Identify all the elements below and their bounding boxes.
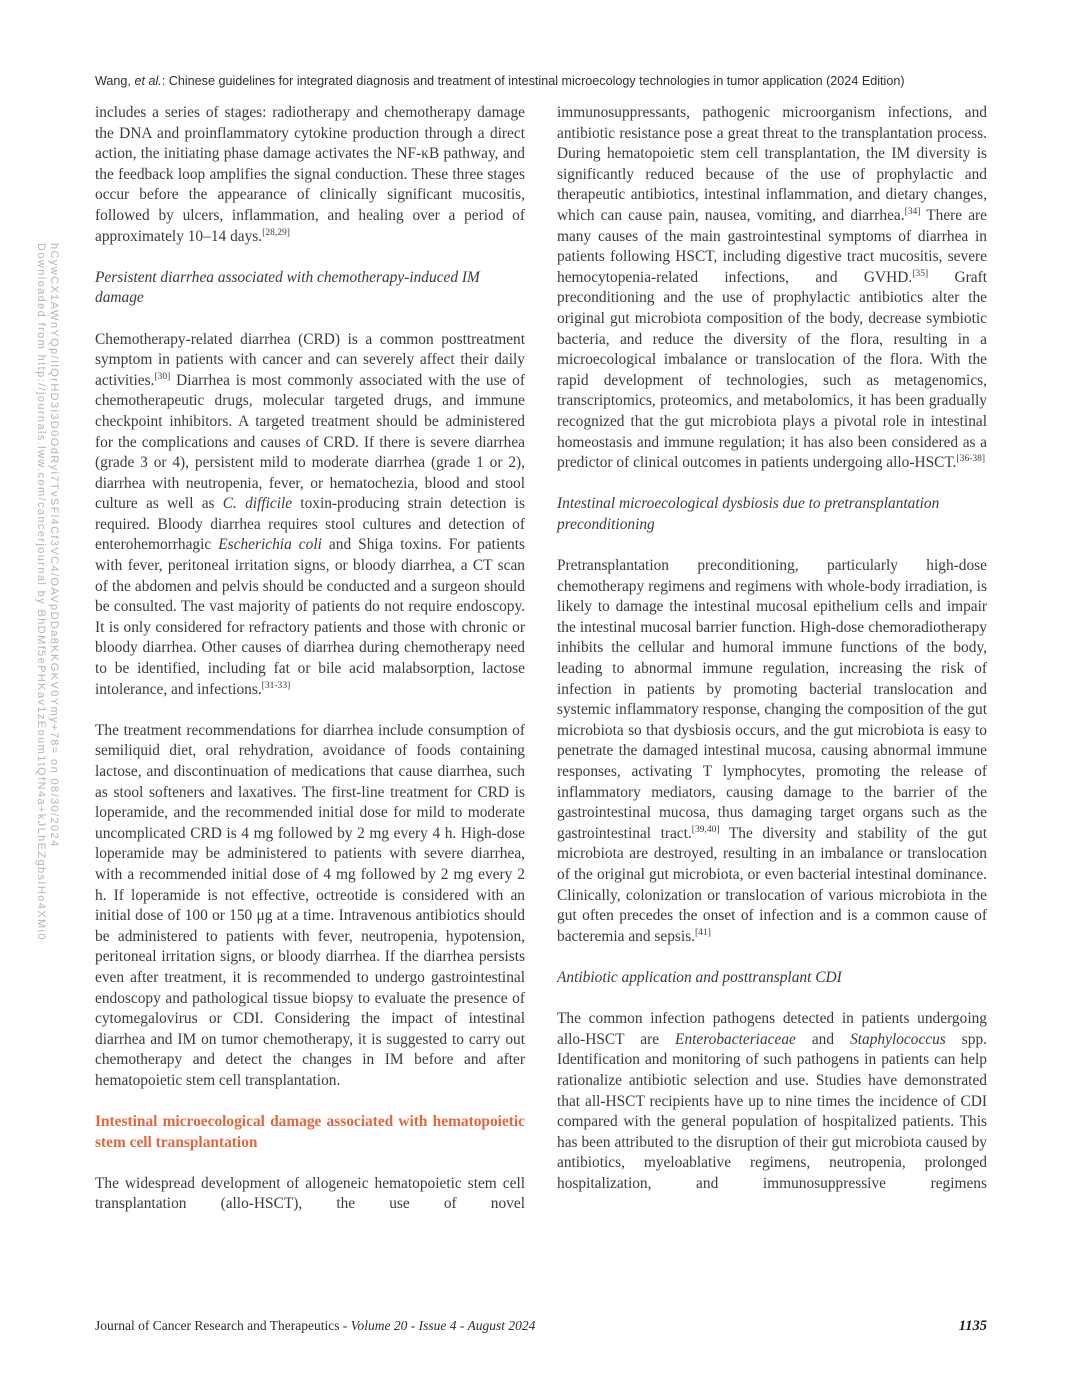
section-heading: Intestinal microecological damage associated with hematopoietic stem cell transplantation bbox=[95, 1113, 525, 1151]
page-footer bbox=[95, 1318, 987, 1335]
right-column bbox=[557, 103, 987, 1215]
section-subheading: Persistent diarrhea associated with chemotherapy-induced IM damage bbox=[95, 268, 480, 307]
paragraph: immunosuppressants, pathogenic microorganism infections, and antibiotic resistance pose a great threat to the transplantation process. During hematopoietic stem cell transplantation, the IM diversity is significantly reduced because of the use of prophylactic and therapeutic antibiotics, intestinal inflammation, and dietary changes, which can cause pain, nausea, vomiting, and diarrhea.[34] There are many causes of the main gastrointestinal symptoms of diarrhea in patients following HSCT, including digestive tract mucositis, severe hemocytopenia-related infections, and GVHD.[35] Graft preconditioning and the use of prophylactic antibiotics alter the original gut microbiota composition of the body, decrease symbiotic bacteria, and reduce the diversity of the flora, resulting in a microecological imbalance or translocation of the flora. With the rapid development of technologies, such as metagenomics, transcriptomics, proteomics, and metabolomics, it has been gradually recognized that the gut microbiota plays a pivotal role in intestinal homeostasis and immune regulation; it has also been considered as a predictor of clinical outcomes in patients undergoing allo-HSCT.[36-38] bbox=[557, 104, 987, 472]
download-watermark-line2: hCywCX1AWnYQp/IlQrHD3i3D0OdRyi7TvSFl4Cf3VC4/OAVpDDa8KKGKV0Ymy+78= on 08/30/2024 bbox=[48, 243, 60, 848]
paragraph: includes a series of stages: radiotherapy and chemotherapy damage the DNA and proinflammatory cytokine production through a direct action, the initiating phase damage activates the NF-κB pathway, and the feedback loop amplifies the signal conduction. These three stages occur before the appearance of clinically significant mucositis, followed by ulcers, inflammation, and healing over a period of approximately 10–14 days.[28,29] bbox=[95, 104, 525, 245]
download-watermark-line1: Downloaded from http://journals.lww.com/cancerjournal by BhDMf5ePHKav1zEoum1tQfN4a+kJLhEZgbsIHo4XMi0 bbox=[35, 243, 47, 941]
page-number: 1135 bbox=[958, 1318, 987, 1334]
paragraph: The common infection pathogens detected in patients undergoing allo-HSCT are Enterobacteriaceae and Staphylococcus spp. Identification and monitoring of such pathogens in patients can help rationalize antibiotic selection and use. Studies have demonstrated that all-HSCT recipients have up to nine times the incidence of CDI compared with the general population of hospitalized patients. This has been attributed to the disruption of their gut microbiota caused by antibiotics, myeloablative regimens, neutropenia, prolonged hospitalization, and immunosuppressive regimens bbox=[557, 1010, 988, 1192]
section-subheading: Intestinal microecological dysbiosis due to pretransplantation preconditioning bbox=[557, 495, 940, 533]
section-subheading: Antibiotic application and posttransplant CDI bbox=[557, 968, 842, 986]
paragraph: The treatment recommendations for diarrhea include consumption of semiliquid diet, oral rehydration, avoidance of foods containing lactose, and discontinuation of medications that cause diarrhea, such as stool softeners and laxatives. The first-line treatment for CRD is loperamide, and the recommended initial dose for mild to moderate uncomplicated CRD is 4 mg followed by 2 mg every 4 h. High-dose loperamide may be administered to patients with severe diarrhea, with a recommended initial dose of 4 mg followed by 2 mg every 2 h. If loperamide is not effective, octreotide is considered with an initial dose of 100 or 150 μg at a time. Intravenous antibiotics should be administered to patients with fever, neutropenia, hypotension, peritoneal irritation signs, or bloody diarrhea. If the diarrhea persists even after treatment, it is recommended to undergo gastrointestinal endoscopy and pathological tissue biopsy to evaluate the presence of cytomegalovirus or CDI. Considering the impact of intestinal diarrhea and IM on tumor chemotherapy, it is suggested to carry out chemotherapy and detect the changes in IM before and after hematopoietic stem cell transplantation. bbox=[95, 721, 525, 1089]
journal-citation: Journal of Cancer Research and Therapeutics - Volume 20 - Issue 4 - August 2024 bbox=[95, 1318, 536, 1333]
article-body bbox=[95, 103, 987, 1215]
paragraph: Chemotherapy-related diarrhea (CRD) is a common posttreatment symptom in patients with cancer and can severely affect their daily activities.[30] Diarrhea is most commonly associated with the use of chemotherapeutic drugs, molecular targeted drugs, and immune checkpoint inhibitors. A targeted treatment should be administered for the complications and causes of CRD. If there is severe diarrhea (grade 3 or 4), persistent mild to moderate diarrhea (grade 1 or 2), diarrhea with neutropenia, fever, or hematochezia, blood and stool culture as well as C. difficile toxin-producing strain detection is required. Bloody diarrhea requires stool cultures and detection of enterohemorrhagic Escherichia coli and Shiga toxins. For patients with fever, peritoneal irritation signs, or bloody diarrhea, a CT scan of the abdomen and pelvis should be conducted and a surgeon should be consulted. The vast majority of patients do not require endoscopy. It is only considered for refractory patients and those with chronic or bloody diarrhea. Other causes of diarrhea during chemotherapy need to be identified, including fat or bile acid malabsorption, lactose intolerance, and infections.[31-33] bbox=[95, 330, 526, 698]
paragraph: Pretransplantation preconditioning, particularly high-dose chemotherapy regimens and regimens with whole-body irradiation, is likely to damage the intestinal mucosal epithelium cells and impair the intestinal mucosal barrier function. High-dose chemoradiotherapy inhibits the cellular and humoral immune functions of the body, leading to abnormal immune regulation, increasing the risk of infection in patients by promoting bacterial translocation and systemic inflammatory response, changing the composition of the gut microbiota so that dysbiosis occurs, and the gut microbiota is easy to penetrate the damaged intestinal mucosa, causing abnormal immune responses, activating T lymphocytes, promoting the release of inflammatory mediators, causing damage to the barrier of the gastrointestinal mucosa, thus damaging target organs such as the gastrointestinal tract.[39,40] The diversity and stability of the gut microbiota are destroyed, resulting in an imbalance or translocation of the original gut microbiota, or even bacterial intestinal dominance. Clinically, colonization or translocation of various microbiota in the gut often precedes the onset of infection and is a common cause of bacteremia and sepsis.[41] bbox=[557, 557, 988, 945]
running-head: Wang, et al.: Chinese guidelines for integrated diagnosis and treatment of intestinal microecology technologies in tumor application (2024 Edition) bbox=[95, 74, 905, 88]
left-column bbox=[95, 103, 525, 1215]
paragraph: The widespread development of allogeneic hematopoietic stem cell transplantation (allo-HSCT), the use of novel bbox=[95, 1174, 525, 1213]
